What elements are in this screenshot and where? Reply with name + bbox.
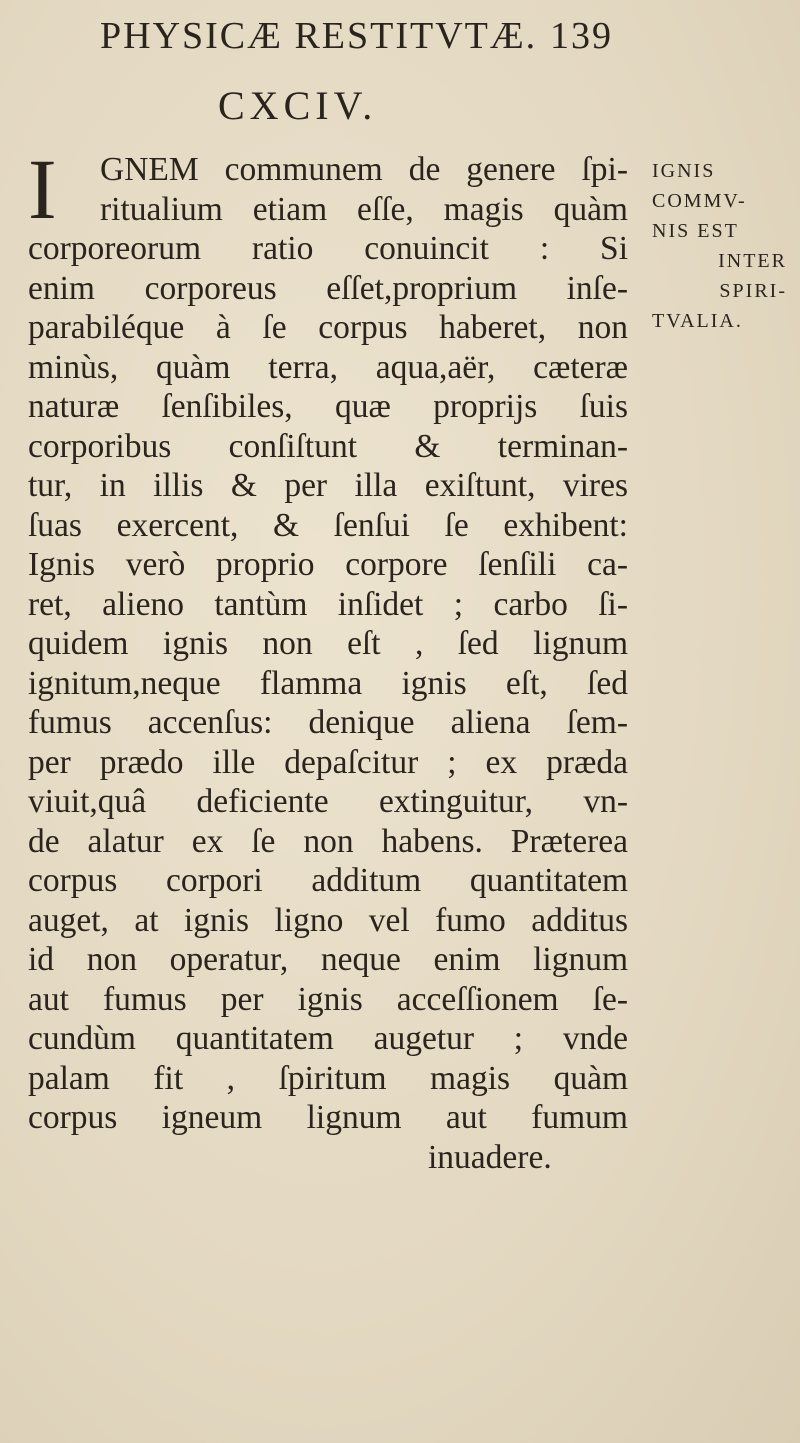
text-line: id non operatur, neque enim lignum: [28, 941, 628, 978]
text-line: viuit,quâ deficiente extinguitur, vn-: [28, 783, 628, 820]
text-line: tur, in illis & per illa exiſtunt, vires: [28, 467, 628, 504]
text-line: quidem ignis non eſt , ſed lignum: [28, 625, 628, 662]
text-line: ignitum,neque flamma ignis eſt, ſed: [28, 664, 628, 702]
text-line: enim corporeus eſſet,proprium inſe-: [28, 269, 628, 307]
text-line: naturæ ſenſibiles, quæ proprijs ſuis: [28, 388, 628, 425]
text-line: corporibus conſiſtunt & terminan-: [28, 427, 628, 465]
text-line: minùs, quàm terra, aqua,aër, cæteræ: [28, 348, 628, 386]
chapter-number: CXCIV.: [218, 83, 378, 128]
margin-note-line: SPIRI-: [719, 280, 787, 302]
margin-note-line: IGNIS: [652, 160, 716, 182]
page-number: 139: [550, 15, 613, 57]
drop-cap: I: [28, 141, 57, 237]
margin-note-line: TVALIA.: [652, 310, 743, 332]
text-line: corpus igneum lignum aut fumum: [28, 1099, 628, 1136]
text-line: ritualium etiam eſſe, magis quàm: [100, 190, 628, 228]
main-text: [28, 141, 628, 1177]
text-line-final: inuadere.: [428, 1138, 552, 1176]
text-line: GNEM communem de genere ſpi-: [100, 151, 628, 188]
text-line: corporeorum ratio conuincit : Si: [28, 230, 628, 267]
text-line: de alatur ex ſe non habens. Præterea: [28, 822, 628, 860]
text-line: auget, at ignis ligno vel fumo additus: [28, 901, 628, 939]
running-title: PHYSICÆ RESTITVTÆ.: [100, 15, 538, 57]
margin-note-line: INTER: [718, 250, 787, 272]
running-header: [100, 14, 660, 58]
text-line: palam fit , ſpiritum magis quàm: [28, 1059, 628, 1097]
text-line: cundùm quantitatem augetur ; vnde: [28, 1020, 628, 1057]
text-line: Ignis verò proprio corpore ſenſili ca-: [28, 546, 628, 583]
text-line: ſuas exercent, & ſenſui ſe exhibent:: [28, 506, 628, 544]
margin-note: [652, 156, 800, 336]
margin-note-line: NIS EST: [652, 220, 739, 242]
text-line: ret, alieno tantùm inſidet ; carbo ſi-: [28, 585, 628, 623]
text-line: parabiléque à ſe corpus haberet, non: [28, 309, 628, 346]
margin-note-line: COMMV-: [652, 190, 747, 212]
text-line: per prædo ille depaſcitur ; ex præda: [28, 743, 628, 781]
text-line: corpus corpori additum quantitatem: [28, 862, 628, 899]
text-line: fumus accenſus: denique aliena ſem-: [28, 704, 628, 741]
text-line: aut fumus per ignis acceſſionem ſe-: [28, 980, 628, 1018]
